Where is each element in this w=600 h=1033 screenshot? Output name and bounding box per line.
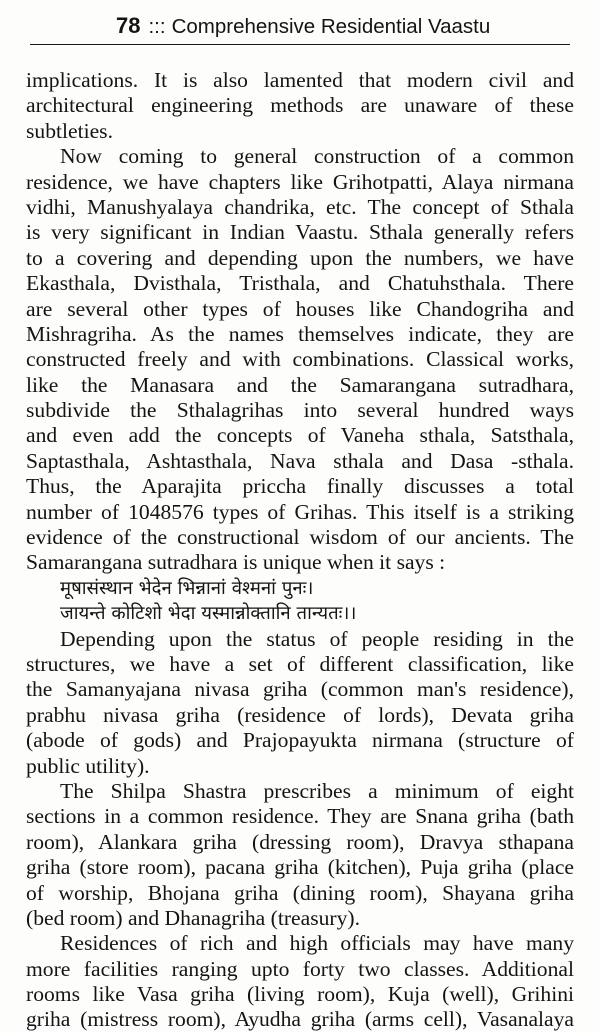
text-line: room), Alankara griha (dressing room), Dravya sthapana	[26, 829, 574, 854]
text-line: subdivide the Sthalagrihas into several hundred ways	[26, 398, 574, 423]
text-line: Now coming to general construction of a common	[60, 144, 574, 169]
text-line: of worship, Bhojana griha (dining room), Shayana griha	[26, 880, 574, 905]
text-line: is very significant in Indian Vaastu. Sthala generally refers	[26, 220, 574, 245]
text-line: Samarangana sutradhara is unique when it says :	[26, 550, 446, 575]
text-line: number of 1048576 types of Grihas. This itself is a striking	[26, 499, 574, 524]
text-line: are several other types of houses like Chandogriha and	[26, 296, 574, 321]
text-line: residence, we have chapters like Grihotpatti, Alaya nirmana	[26, 169, 574, 194]
text-line: architectural engineering methods are unaware of these	[26, 93, 574, 118]
book-title: Comprehensive Residential Vaastu	[171, 15, 491, 38]
text-line: griha (store room), pacana griha (kitchen), Puja griha (place	[26, 855, 574, 880]
body-text	[26, 68, 574, 1033]
sanskrit-verse-line: मूषासंस्थान भेदेन भिन्नानां वेश्मनां पुनः।	[60, 577, 314, 599]
header-text	[110, 14, 496, 39]
text-line: Mishragriha. As the names themselves indicate, they are	[26, 321, 574, 346]
text-line: (abode of gods) and Prajopayukta nirmana (structure of	[26, 728, 574, 753]
text-line: Thus, the Aparajita priccha finally discusses a total	[26, 474, 574, 499]
text-line: to a covering and depending upon the numbers, we have	[26, 245, 574, 270]
text-line: rooms like Vasa griha (living room), Kuja (well), Grihini	[26, 982, 574, 1007]
text-line: the Samanyajana nivasa griha (common man's residence),	[26, 677, 574, 702]
header-separator: :::	[148, 15, 166, 38]
running-header	[30, 0, 570, 45]
text-line: like the Manasara and the Samarangana sutradhara,	[26, 372, 574, 397]
text-line: Saptasthala, Ashtasthala, Nava sthala and Dasa -sthala.	[26, 448, 574, 473]
text-line: Ekasthala, Dvisthala, Tristhala, and Chatuhsthala. There	[26, 271, 574, 296]
text-line: griha (mistress room), Ayudha griha (arms cell), Vasanalaya	[26, 1007, 574, 1032]
text-line: Residences of rich and high officials may have many	[60, 931, 574, 956]
sanskrit-verse-line: जायन्ते कोटिशो भेदा यस्मान्नोक्तानि तान्यतः।।	[60, 603, 357, 625]
text-line: constructed freely and with combinations. Classical works,	[26, 347, 574, 372]
text-line: more facilities ranging upto forty two classes. Additional	[26, 956, 574, 981]
text-line: and even add the concepts of Vaneha sthala, Satsthala,	[26, 423, 574, 448]
text-line: Depending upon the status of people residing in the	[60, 626, 574, 651]
text-line: evidence of the constructional wisdom of our ancients. The	[26, 525, 574, 550]
text-line: structures, we have a set of different classification, like	[26, 651, 574, 676]
text-line: prabhu nivasa griha (residence of lords), Devata griha	[26, 702, 574, 727]
text-line: vidhi, Manushyalaya chandrika, etc. The concept of Sthala	[26, 194, 574, 219]
text-line: sections in a common residence. They are Snana griha (bath	[26, 804, 574, 829]
text-line: public utility).	[26, 753, 150, 778]
text-line: The Shilpa Shastra prescribes a minimum of eight	[60, 778, 574, 803]
page-number: 78	[116, 13, 141, 38]
text-line: (bed room) and Dhanagriha (treasury).	[26, 905, 360, 930]
text-line: subtleties.	[26, 118, 113, 143]
text-line: implications. It is also lamented that modern civil and	[26, 68, 574, 92]
